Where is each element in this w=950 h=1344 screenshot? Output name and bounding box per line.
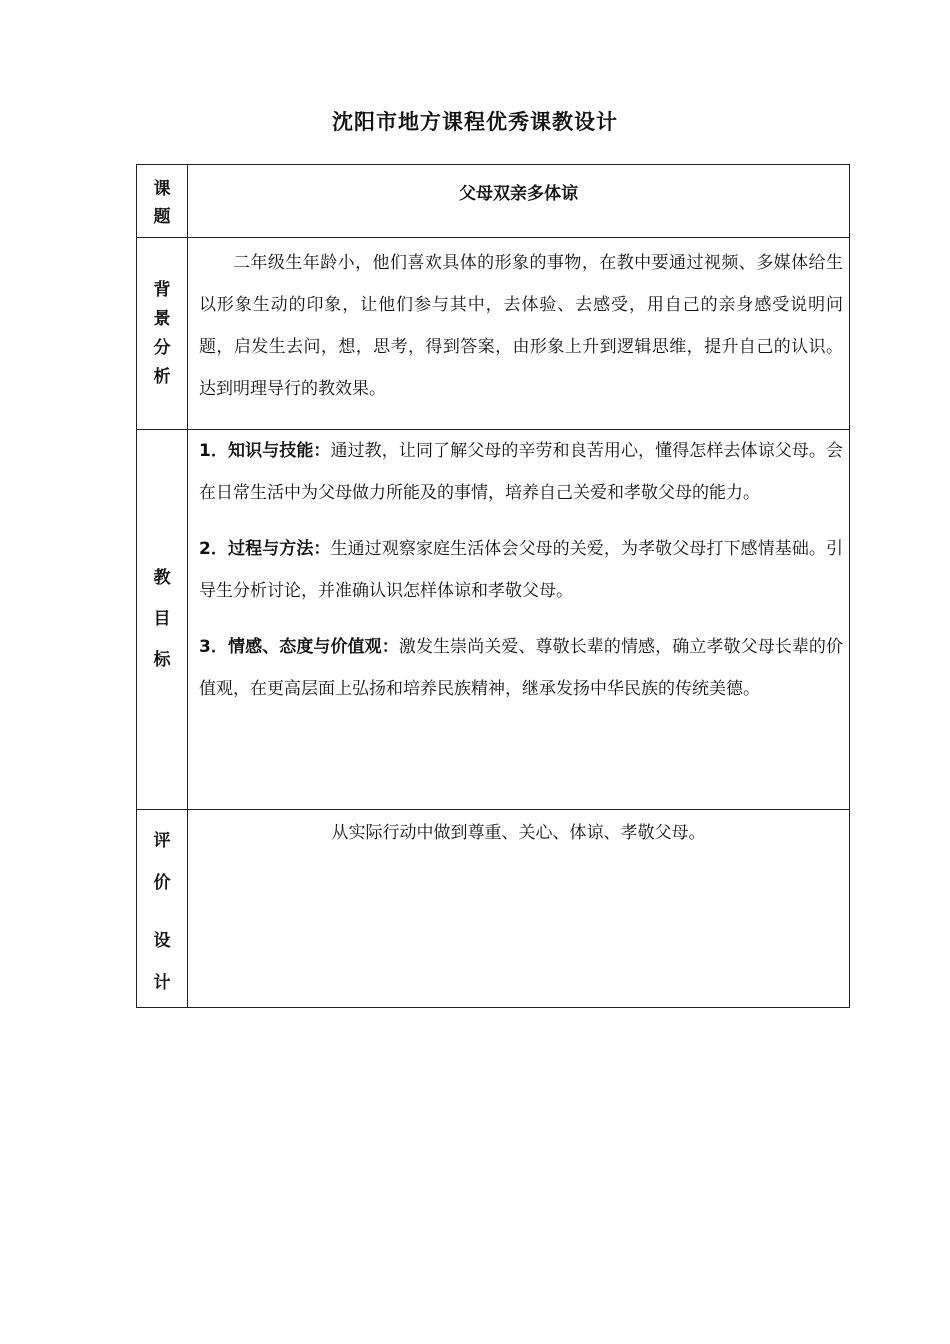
topic-label-char: 题 xyxy=(153,207,171,227)
goal-heading: 2．过程与方法： xyxy=(199,539,331,559)
background-label xyxy=(137,276,187,392)
background-label-char: 析 xyxy=(153,366,171,387)
goal-text: 激发生崇尚关爱、尊敬长辈的情感，确立孝敬父母长辈的价值观，在更高层面上弘扬和培养民族精神，继承发扬中华民族的传统美德。 xyxy=(199,637,844,699)
evaluation-label xyxy=(137,821,187,997)
goals-label-char: 标 xyxy=(153,650,171,670)
background-value-cell xyxy=(188,238,850,430)
background-label-char: 背 xyxy=(153,279,171,300)
goals-label-cell xyxy=(137,430,188,810)
goals-label xyxy=(137,558,187,681)
goal-text: 生通过观察家庭生活体会父母的关爱，为孝敬父母打下感情基础。引导生分析讨论，并准确认识怎样体谅和孝敬父母。 xyxy=(199,539,843,601)
goal-text: 通过教，让同了解父母的辛劳和良苦用心，懂得怎样去体谅父母。会在日常生活中为父母做力所能及的事情，培养自己关爱和孝敬父母的能力。 xyxy=(199,441,843,503)
topic-value-cell xyxy=(188,165,850,238)
evaluation-label-char: 计 xyxy=(153,972,171,993)
background-label-cell xyxy=(137,238,188,430)
goal-item xyxy=(188,626,849,710)
table-row-evaluation xyxy=(137,810,850,1008)
background-label-char: 景 xyxy=(153,308,171,329)
evaluation-label-char: 评 xyxy=(153,830,171,851)
background-analysis-text: 二年级生年龄小，他们喜欢具体的形象的事物，在教中要通过视频、多媒体给生以形象生动的印象，让他们参与其中，去体验、去感受，用自己的亲身感受说明问题，启发生去问，想，思考，得到答案，由形象上升到逻辑思维，提升自己的认识。达到明理导行的教效果。 xyxy=(199,253,843,399)
topic-label-cell xyxy=(137,165,188,238)
table-row-topic xyxy=(137,165,850,238)
lesson-design-table xyxy=(136,164,850,1008)
goals-label-char: 目 xyxy=(153,609,171,629)
goals-value-cell xyxy=(188,430,850,810)
evaluation-value-cell xyxy=(188,810,850,1008)
lesson-name: 父母双亲多体谅 xyxy=(459,184,578,204)
goal-item xyxy=(188,528,849,612)
table-row-background xyxy=(137,238,850,430)
topic-label-char: 课 xyxy=(153,179,171,199)
background-label-char: 分 xyxy=(153,337,171,358)
evaluation-label-cell xyxy=(137,810,188,1008)
evaluation-label-char: 价 xyxy=(153,872,171,893)
evaluation-text: 从实际行动中做到尊重、关心、体谅、孝敬父母。 xyxy=(331,823,706,843)
goal-item xyxy=(188,430,849,514)
evaluation-label-char: 设 xyxy=(153,930,171,951)
goal-heading: 3．情感、态度与价值观： xyxy=(199,637,399,657)
goals-label-char: 教 xyxy=(153,568,171,588)
document-title: 沈阳市地方课程优秀课教设计 xyxy=(332,110,618,134)
topic-label xyxy=(137,171,187,231)
goal-heading: 1．知识与技能： xyxy=(199,441,331,461)
table-row-goals xyxy=(137,430,850,810)
